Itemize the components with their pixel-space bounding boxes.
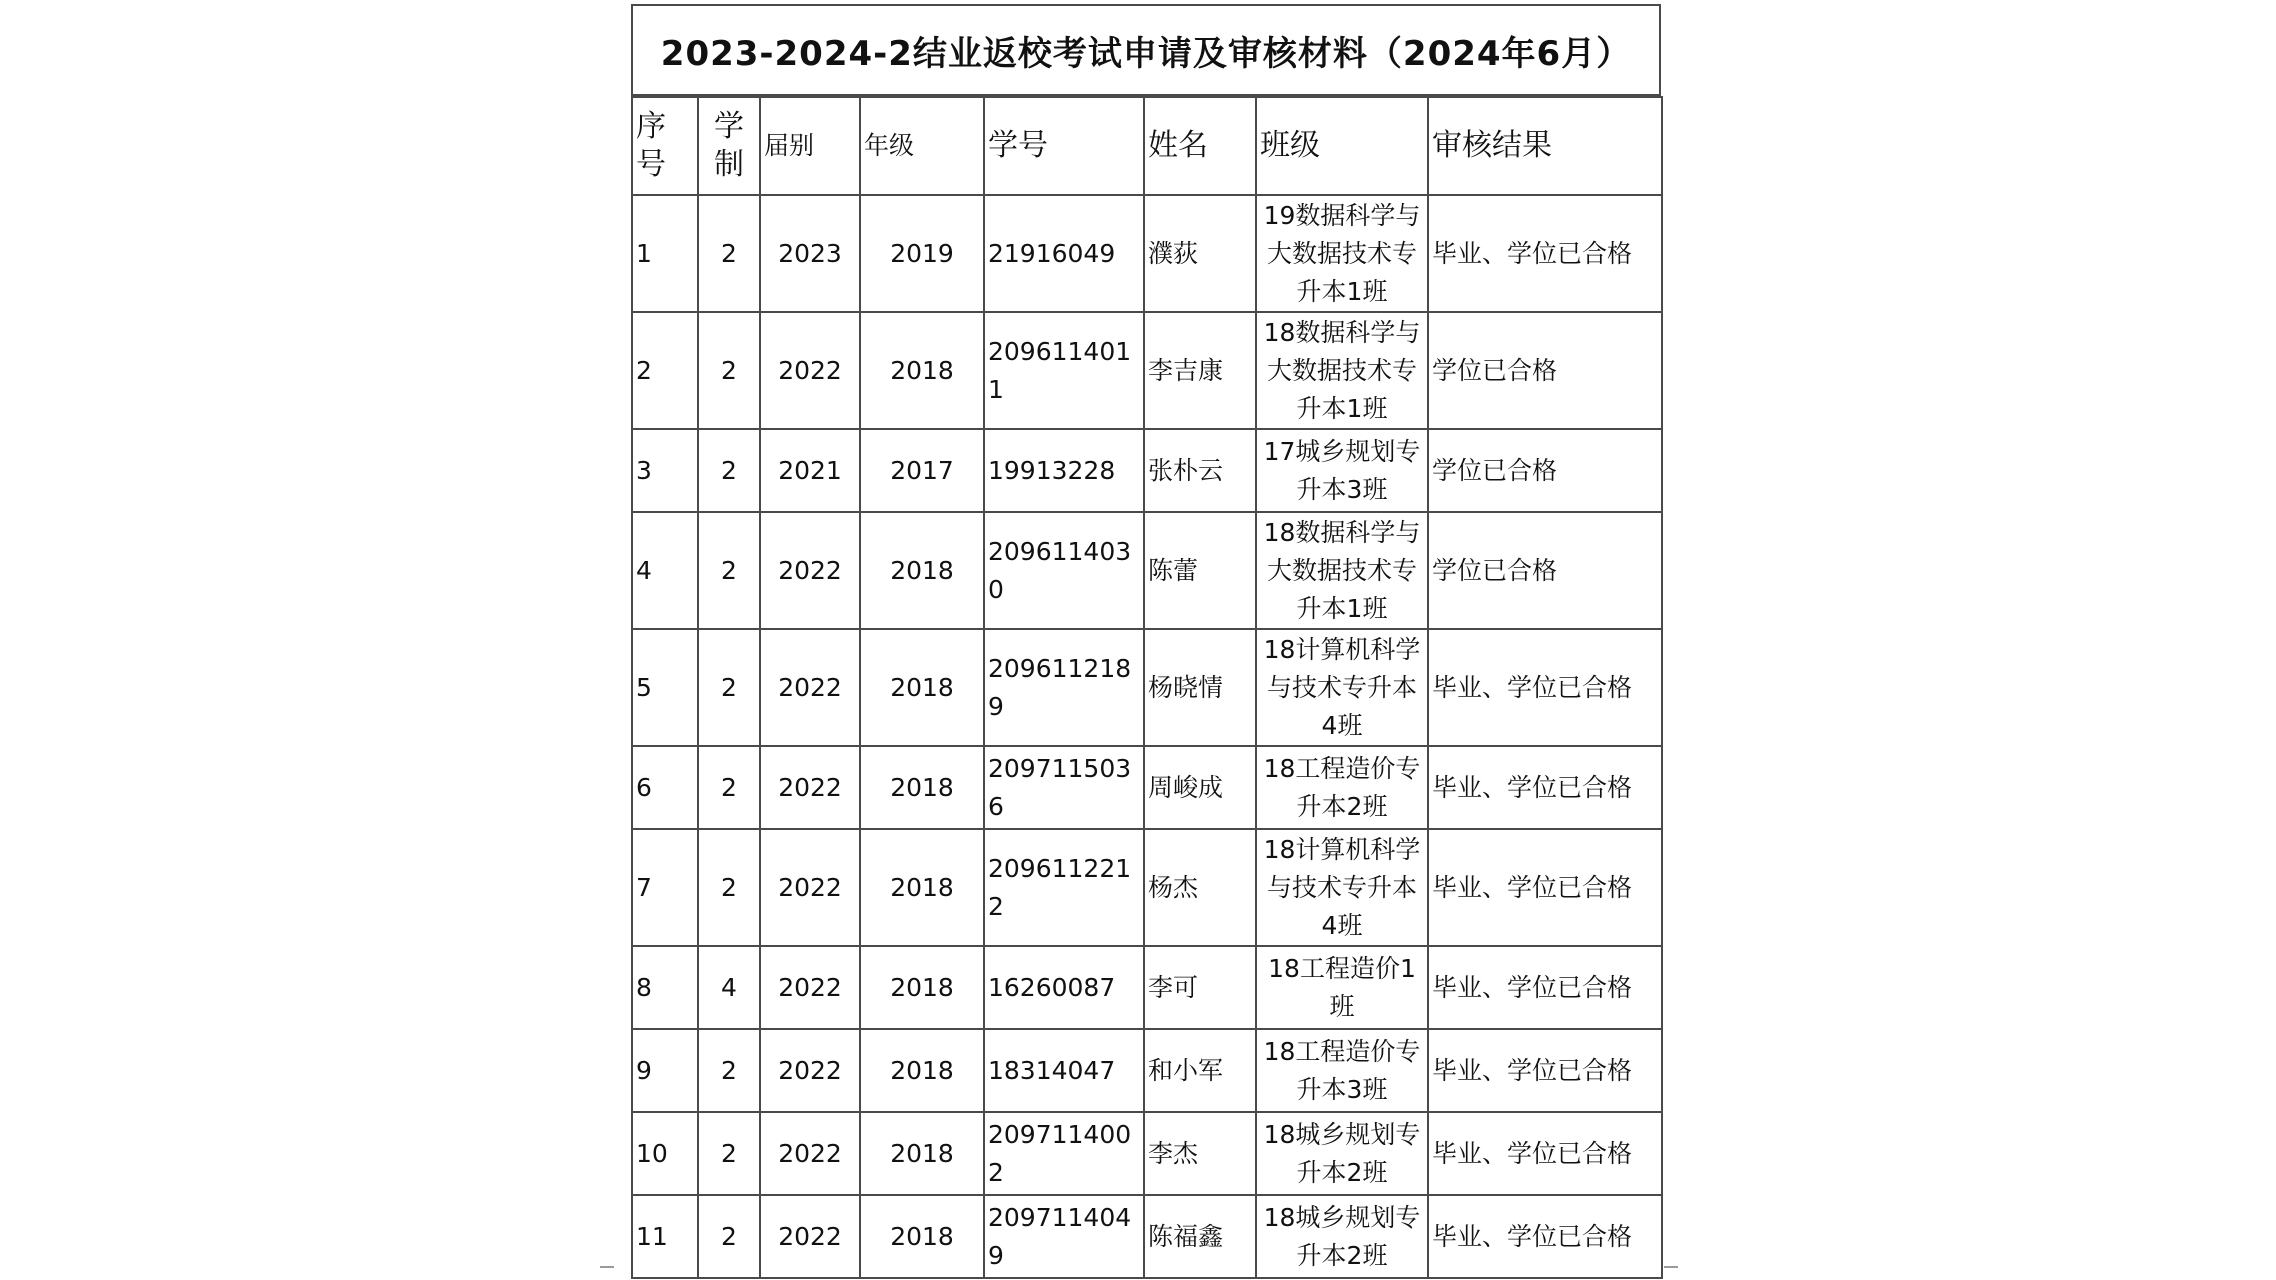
table-row	[632, 1112, 1662, 1195]
header-length-line1: 学	[714, 109, 744, 144]
cell-cohort: 2022	[760, 746, 860, 829]
cell-length: 2	[698, 829, 760, 946]
cell-seq: 9	[632, 1029, 698, 1112]
cell-length: 2	[698, 1029, 760, 1112]
table-row	[632, 746, 1662, 829]
cell-name: 李杰	[1144, 1112, 1256, 1195]
table-row	[632, 1195, 1662, 1278]
cell-name: 张朴云	[1144, 429, 1256, 512]
cell-cohort: 2021	[760, 429, 860, 512]
table-row	[632, 1029, 1662, 1112]
cell-name: 陈福鑫	[1144, 1195, 1256, 1278]
header-grade: 年级	[860, 97, 984, 195]
cell-seq: 2	[632, 312, 698, 429]
cell-name: 陈蕾	[1144, 512, 1256, 629]
cell-student-id: 21916049	[984, 195, 1144, 312]
cell-class: 18计算机科学与技术专升本4班	[1256, 629, 1428, 746]
cell-name: 李可	[1144, 946, 1256, 1029]
header-length	[698, 97, 760, 195]
cell-student-id: 2097114049	[984, 1195, 1144, 1278]
cell-name: 周峻成	[1144, 746, 1256, 829]
header-result: 审核结果	[1428, 97, 1662, 195]
table-row	[632, 946, 1662, 1029]
cell-cohort: 2022	[760, 946, 860, 1029]
cell-grade: 2018	[860, 512, 984, 629]
cell-result: 毕业、学位已合格	[1428, 1112, 1662, 1195]
cell-cohort: 2022	[760, 829, 860, 946]
cell-grade: 2018	[860, 1112, 984, 1195]
cell-length: 2	[698, 746, 760, 829]
cell-student-id: 2096114030	[984, 512, 1144, 629]
cell-length: 2	[698, 429, 760, 512]
table-row	[632, 512, 1662, 629]
header-class: 班级	[1256, 97, 1428, 195]
header-length-line2: 制	[714, 147, 744, 182]
cell-result: 毕业、学位已合格	[1428, 746, 1662, 829]
table-row	[632, 312, 1662, 429]
header-name: 姓名	[1144, 97, 1256, 195]
cell-cohort: 2022	[760, 1029, 860, 1112]
cell-class: 18城乡规划专升本2班	[1256, 1195, 1428, 1278]
header-seq	[632, 97, 698, 195]
cell-student-id: 2096112189	[984, 629, 1144, 746]
cell-length: 2	[698, 1195, 760, 1278]
table-row	[632, 829, 1662, 946]
cell-length: 2	[698, 195, 760, 312]
cell-seq: 1	[632, 195, 698, 312]
cell-grade: 2018	[860, 1195, 984, 1278]
cell-class: 17城乡规划专升本3班	[1256, 429, 1428, 512]
cell-name: 李吉康	[1144, 312, 1256, 429]
cell-class: 18数据科学与大数据技术专升本1班	[1256, 512, 1428, 629]
header-cohort: 届别	[760, 97, 860, 195]
cell-grade: 2018	[860, 1029, 984, 1112]
cell-class: 18数据科学与大数据技术专升本1班	[1256, 312, 1428, 429]
table-header-row	[632, 97, 1662, 195]
document-title: 2023-2024-2结业返校考试申请及审核材料（2024年6月）	[631, 4, 1661, 96]
cell-seq: 3	[632, 429, 698, 512]
cell-grade: 2018	[860, 829, 984, 946]
cell-student-id: 2097115036	[984, 746, 1144, 829]
cell-student-id: 2096112212	[984, 829, 1144, 946]
cell-result: 学位已合格	[1428, 312, 1662, 429]
cell-student-id: 2097114002	[984, 1112, 1144, 1195]
cell-student-id: 18314047	[984, 1029, 1144, 1112]
cell-seq: 4	[632, 512, 698, 629]
header-seq-line2: 号	[636, 147, 666, 182]
cell-student-id: 16260087	[984, 946, 1144, 1029]
cell-seq: 8	[632, 946, 698, 1029]
cell-name: 杨杰	[1144, 829, 1256, 946]
cell-result: 毕业、学位已合格	[1428, 1029, 1662, 1112]
cell-name: 濮荻	[1144, 195, 1256, 312]
cell-seq: 10	[632, 1112, 698, 1195]
cell-result: 毕业、学位已合格	[1428, 829, 1662, 946]
cell-cohort: 2022	[760, 312, 860, 429]
cell-name: 杨晓情	[1144, 629, 1256, 746]
cell-length: 2	[698, 312, 760, 429]
cell-class: 18工程造价1班	[1256, 946, 1428, 1029]
cell-seq: 7	[632, 829, 698, 946]
page-corner-mark-right	[1664, 1266, 1678, 1268]
cell-cohort: 2022	[760, 512, 860, 629]
cell-length: 2	[698, 1112, 760, 1195]
cell-class: 18工程造价专升本2班	[1256, 746, 1428, 829]
cell-student-id: 19913228	[984, 429, 1144, 512]
cell-result: 毕业、学位已合格	[1428, 946, 1662, 1029]
cell-seq: 5	[632, 629, 698, 746]
cell-grade: 2018	[860, 946, 984, 1029]
cell-class: 18计算机科学与技术专升本4班	[1256, 829, 1428, 946]
cell-cohort: 2022	[760, 629, 860, 746]
cell-class: 18城乡规划专升本2班	[1256, 1112, 1428, 1195]
cell-result: 毕业、学位已合格	[1428, 195, 1662, 312]
table-row	[632, 195, 1662, 312]
page-corner-mark-left	[600, 1266, 614, 1268]
cell-result: 毕业、学位已合格	[1428, 629, 1662, 746]
cell-seq: 11	[632, 1195, 698, 1278]
cell-result: 学位已合格	[1428, 512, 1662, 629]
document-page	[631, 4, 1661, 1280]
cell-result: 学位已合格	[1428, 429, 1662, 512]
header-seq-line1: 序	[636, 109, 666, 144]
cell-grade: 2018	[860, 746, 984, 829]
cell-length: 2	[698, 629, 760, 746]
cell-seq: 6	[632, 746, 698, 829]
table-row	[632, 429, 1662, 512]
cell-name: 和小军	[1144, 1029, 1256, 1112]
cell-grade: 2019	[860, 195, 984, 312]
cell-grade: 2017	[860, 429, 984, 512]
table-row	[632, 629, 1662, 746]
cell-length: 2	[698, 512, 760, 629]
review-table	[631, 96, 1663, 1279]
cell-length: 4	[698, 946, 760, 1029]
cell-cohort: 2022	[760, 1112, 860, 1195]
header-student-id: 学号	[984, 97, 1144, 195]
cell-result: 毕业、学位已合格	[1428, 1195, 1662, 1278]
cell-class: 19数据科学与大数据技术专升本1班	[1256, 195, 1428, 312]
cell-cohort: 2023	[760, 195, 860, 312]
cell-student-id: 2096114011	[984, 312, 1144, 429]
cell-grade: 2018	[860, 312, 984, 429]
cell-cohort: 2022	[760, 1195, 860, 1278]
cell-class: 18工程造价专升本3班	[1256, 1029, 1428, 1112]
cell-grade: 2018	[860, 629, 984, 746]
